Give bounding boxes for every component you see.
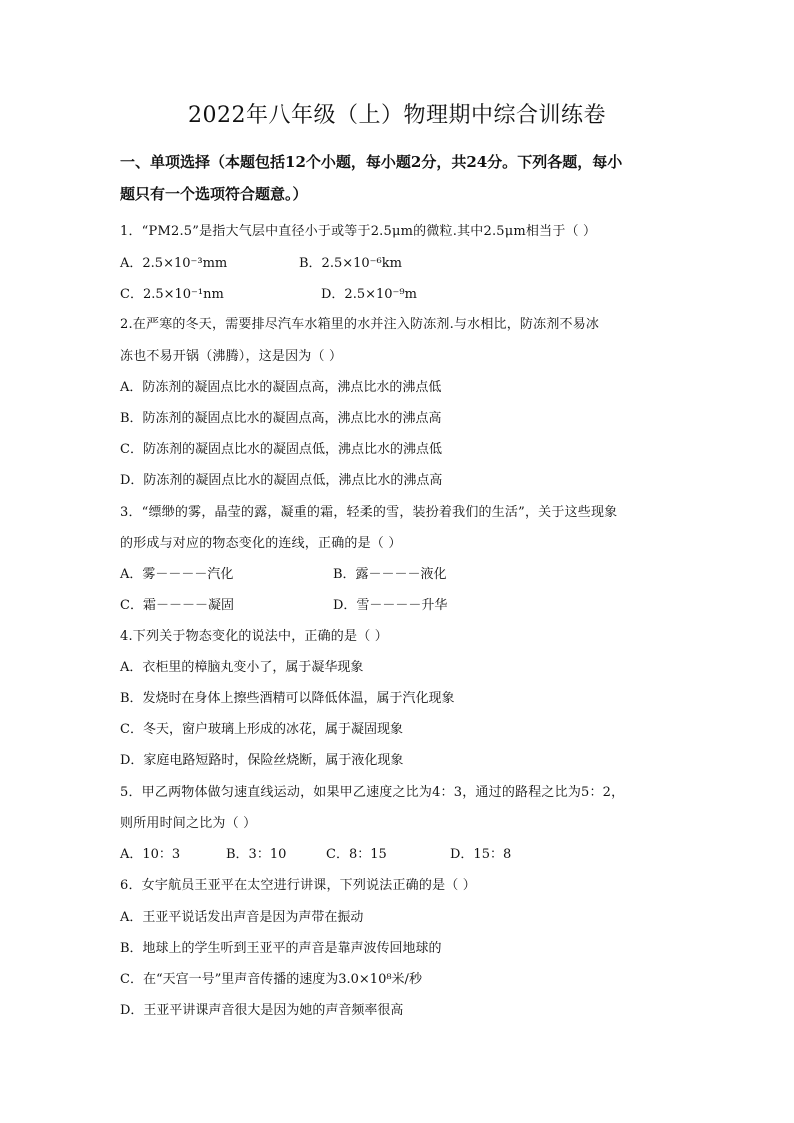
question-3-option-b: B．露－－－－液化 <box>333 567 447 582</box>
question-1-option-d: D．2.5×10⁻⁹m <box>321 287 417 302</box>
question-5-option-b: B．3：10 <box>226 847 287 862</box>
section-heading-line-1: 一、单项选择（本题包括12个小题，每小题2分，共24分。下列各题，每小 <box>120 153 623 171</box>
question-5-option-d: D．15：8 <box>450 847 512 862</box>
question-2-option-b: B．防冻剂的凝固点比水的凝固点高，沸点比水的沸点高 <box>120 411 442 426</box>
question-3-option-c: C．霜－－－－凝固 <box>120 598 234 613</box>
question-1-option-b: B．2.5×10⁻⁶km <box>299 256 402 271</box>
question-1-option-c: C．2.5×10⁻¹nm <box>120 287 224 302</box>
question-4-option-a: A．衣柜里的樟脑丸变小了，属于凝华现象 <box>120 660 364 675</box>
section-heading-line-2: 题只有一个选项符合题意。） <box>120 185 308 203</box>
question-6-option-d: D．王亚平讲课声音很大是因为她的声音频率很高 <box>120 1003 404 1018</box>
section-heading <box>120 146 685 210</box>
question-2-stem-line-2: 冻也不易开锅（沸腾），这是因为（ ） <box>120 349 343 364</box>
question-3-option-a: A．雾－－－－汽化 <box>120 567 234 582</box>
question-5-option-a: A．10：3 <box>120 847 181 862</box>
question-1-option-a: A．2.5×10⁻³mm <box>120 256 228 271</box>
question-2-option-a: A．防冻剂的凝固点比水的凝固点高，沸点比水的沸点低 <box>120 380 442 395</box>
question-3-option-d: D．雪－－－－升华 <box>333 598 448 613</box>
question-6-option-a: A．王亚平说话发出声音是因为声带在振动 <box>120 910 364 925</box>
question-6-option-b: B．地球上的学生听到王亚平的声音是靠声波传回地球的 <box>120 941 442 956</box>
question-5-option-c: C．8：15 <box>326 847 387 862</box>
question-3-stem-line-2: 的形成与对应的物态变化的连线，正确的是（ ） <box>120 536 402 551</box>
question-2-option-c: C．防冻剂的凝固点比水的凝固点低，沸点比水的沸点低 <box>120 442 442 457</box>
exam-title: 2022年八年级（上）物理期中综合训练卷 <box>188 103 606 128</box>
question-2-option-d: D．防冻剂的凝固点比水的凝固点低，沸点比水的沸点高 <box>120 473 443 488</box>
question-4-option-d: D．家庭电路短路时，保险丝烧断，属于液化现象 <box>120 753 404 768</box>
question-5-stem-line-2: 则所用时间之比为（ ） <box>120 816 257 831</box>
question-4-option-b: B．发烧时在身体上擦些酒精可以降低体温，属于汽化现象 <box>120 691 455 706</box>
question-4-option-c: C．冬天，窗户玻璃上形成的冰花，属于凝固现象 <box>120 722 403 737</box>
question-6-stem: 6．女宇航员王亚平在太空进行讲课，下列说法正确的是（ ） <box>120 878 477 893</box>
question-5-stem-line-1: 5．甲乙两物体做匀速直线运动，如果甲乙速度之比为4：3，通过的路程之比为5：2， <box>120 785 625 800</box>
question-2-stem-line-1: 2.在严寒的冬天，需要排尽汽车水箱里的水并注入防冻剂.与水相比，防冻剂不易冰 <box>120 317 600 332</box>
question-6-option-c: C．在“天宫一号”里声音传播的速度为3.0×10⁸米/秒 <box>120 972 422 987</box>
question-4-stem: 4.下列关于物态变化的说法中，正确的是（ ） <box>120 629 388 644</box>
question-3-stem-line-1: 3．“缥缈的雾，晶莹的露，凝重的霜，轻柔的雪，装扮着我们的生活”，关于这些现象 <box>120 505 618 520</box>
question-1-stem: 1．“PM2.5”是指大气层中直径小于或等于2.5μm的微粒.其中2.5μm相当于（ ） <box>120 224 597 239</box>
